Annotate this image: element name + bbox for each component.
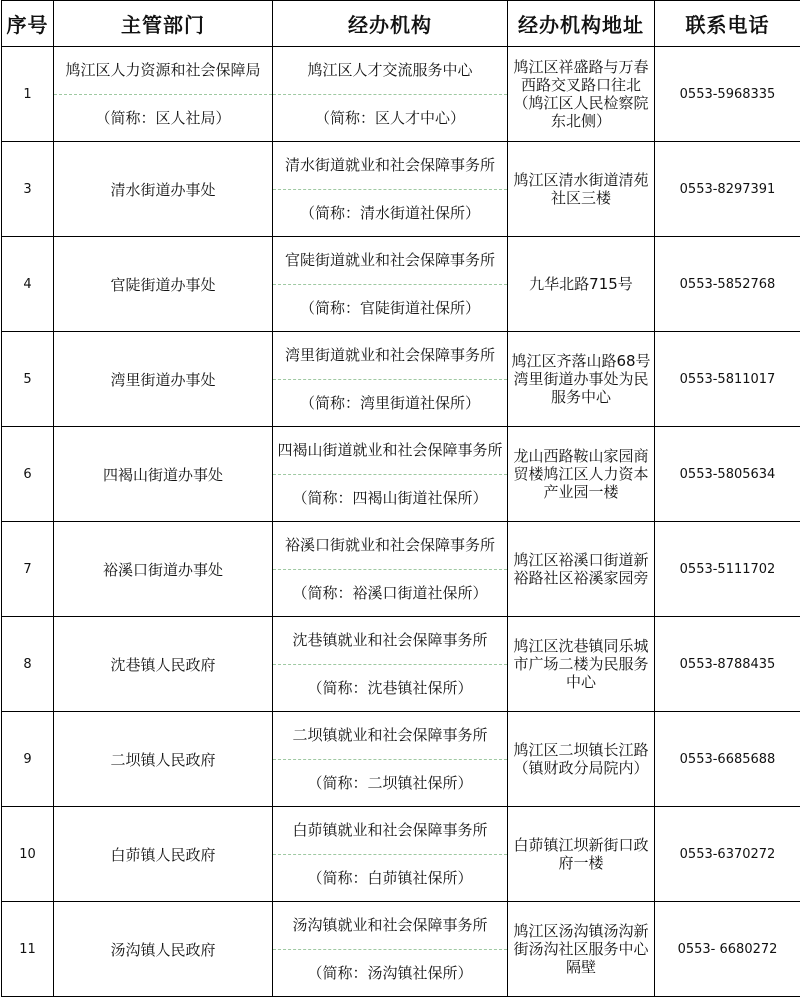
department-cell — [54, 47, 273, 142]
agency-cell — [273, 617, 508, 712]
agency-short-name: （简称：裕溪口街道社保所） — [273, 570, 507, 617]
header-address: 经办机构地址 — [508, 1, 655, 47]
agency-short-name: （简称：汤沟镇社保所） — [273, 950, 507, 997]
agency-address: 鸠江区汤沟镇汤沟新街汤沟社区服务中心隔壁 — [508, 902, 655, 997]
table-row — [2, 427, 800, 522]
department-name: 四褐山街道办事处 — [54, 427, 273, 522]
row-index: 11 — [2, 902, 54, 997]
table-row — [2, 522, 800, 617]
contact-phone: 0553-8297391 — [655, 142, 800, 237]
agency-short-name: （简称：区人才中心） — [273, 95, 507, 142]
row-index: 10 — [2, 807, 54, 902]
table-row — [2, 712, 800, 807]
agency-address: 鸠江区裕溪口街道新裕路社区裕溪家园旁 — [508, 522, 655, 617]
agency-short-name: （简称：湾里街道社保所） — [273, 380, 507, 427]
agency-name: 裕溪口街就业和社会保障事务所 — [273, 522, 507, 570]
header-index: 序号 — [2, 1, 54, 47]
agency-cell — [273, 427, 508, 522]
table-row — [2, 47, 800, 142]
row-index: 4 — [2, 237, 54, 332]
agency-cell — [273, 332, 508, 427]
agency-short-name: （简称：四褐山街道社保所） — [273, 475, 507, 522]
contact-phone: 0553-5852768 — [655, 237, 800, 332]
department-name: 裕溪口街道办事处 — [54, 522, 273, 617]
agency-name: 鸠江区人才交流服务中心 — [273, 47, 507, 95]
agency-short-name: （简称：官陡街道社保所） — [273, 285, 507, 332]
agency-name: 沈巷镇就业和社会保障事务所 — [273, 617, 507, 665]
table-row — [2, 902, 800, 997]
agency-short-name: （简称：白茆镇社保所） — [273, 855, 507, 902]
agency-cell — [273, 902, 508, 997]
table-row — [2, 332, 800, 427]
agency-cell — [273, 47, 508, 142]
row-index: 3 — [2, 142, 54, 237]
contact-phone: 0553-5111702 — [655, 522, 800, 617]
agency-address: 鸠江区沈巷镇同乐城市广场二楼为民服务中心 — [508, 617, 655, 712]
agency-contact-table — [1, 0, 800, 997]
agency-address: 鸠江区祥盛路与万春西路交叉路口往北（鸠江区人民检察院东北侧） — [508, 47, 655, 142]
row-index: 6 — [2, 427, 54, 522]
agency-cell — [273, 712, 508, 807]
contact-phone: 0553-5811017 — [655, 332, 800, 427]
agency-name: 白茆镇就业和社会保障事务所 — [273, 807, 507, 855]
contact-phone: 0553-5805634 — [655, 427, 800, 522]
agency-address: 鸠江区二坝镇长江路（镇财政分局院内） — [508, 712, 655, 807]
header-agency: 经办机构 — [273, 1, 508, 47]
contact-phone: 0553-6685688 — [655, 712, 800, 807]
table-row — [2, 237, 800, 332]
contact-phone: 0553- 6680272 — [655, 902, 800, 997]
agency-cell — [273, 237, 508, 332]
department-name: 二坝镇人民政府 — [54, 712, 273, 807]
agency-name: 二坝镇就业和社会保障事务所 — [273, 712, 507, 760]
agency-name: 清水街道就业和社会保障事务所 — [273, 142, 507, 190]
department-name: 湾里街道办事处 — [54, 332, 273, 427]
table-body — [2, 47, 800, 997]
agency-cell — [273, 807, 508, 902]
department-name: 沈巷镇人民政府 — [54, 617, 273, 712]
agency-name: 汤沟镇就业和社会保障事务所 — [273, 902, 507, 950]
agency-address: 九华北路715号 — [508, 237, 655, 332]
department-short-name: （简称：区人社局） — [54, 95, 272, 142]
contact-phone: 0553-5968335 — [655, 47, 800, 142]
agency-cell — [273, 522, 508, 617]
table-row — [2, 807, 800, 902]
department-name: 官陡街道办事处 — [54, 237, 273, 332]
agency-address: 龙山西路鞍山家园商贸楼鸠江区人力资本产业园一楼 — [508, 427, 655, 522]
agency-address: 鸠江区齐落山路68号湾里街道办事处为民服务中心 — [508, 332, 655, 427]
row-index: 9 — [2, 712, 54, 807]
agency-short-name: （简称：二坝镇社保所） — [273, 760, 507, 807]
header-department: 主管部门 — [54, 1, 273, 47]
agency-name: 四褐山街道就业和社会保障事务所 — [273, 427, 507, 475]
agency-address: 白茆镇江坝新街口政府一楼 — [508, 807, 655, 902]
row-index: 5 — [2, 332, 54, 427]
table-row — [2, 142, 800, 237]
agency-name: 官陡街道就业和社会保障事务所 — [273, 237, 507, 285]
agency-short-name: （简称：沈巷镇社保所） — [273, 665, 507, 712]
department-name: 鸠江区人力资源和社会保障局 — [54, 47, 272, 95]
agency-name: 湾里街道就业和社会保障事务所 — [273, 332, 507, 380]
header-phone: 联系电话 — [655, 1, 800, 47]
agency-cell — [273, 142, 508, 237]
header-row — [2, 1, 800, 47]
contact-phone: 0553-8788435 — [655, 617, 800, 712]
row-index: 8 — [2, 617, 54, 712]
department-name: 汤沟镇人民政府 — [54, 902, 273, 997]
table-row — [2, 617, 800, 712]
agency-short-name: （简称：清水街道社保所） — [273, 190, 507, 237]
row-index: 1 — [2, 47, 54, 142]
department-name: 清水街道办事处 — [54, 142, 273, 237]
contact-phone: 0553-6370272 — [655, 807, 800, 902]
agency-address: 鸠江区清水街道清苑社区三楼 — [508, 142, 655, 237]
department-name: 白茆镇人民政府 — [54, 807, 273, 902]
row-index: 7 — [2, 522, 54, 617]
